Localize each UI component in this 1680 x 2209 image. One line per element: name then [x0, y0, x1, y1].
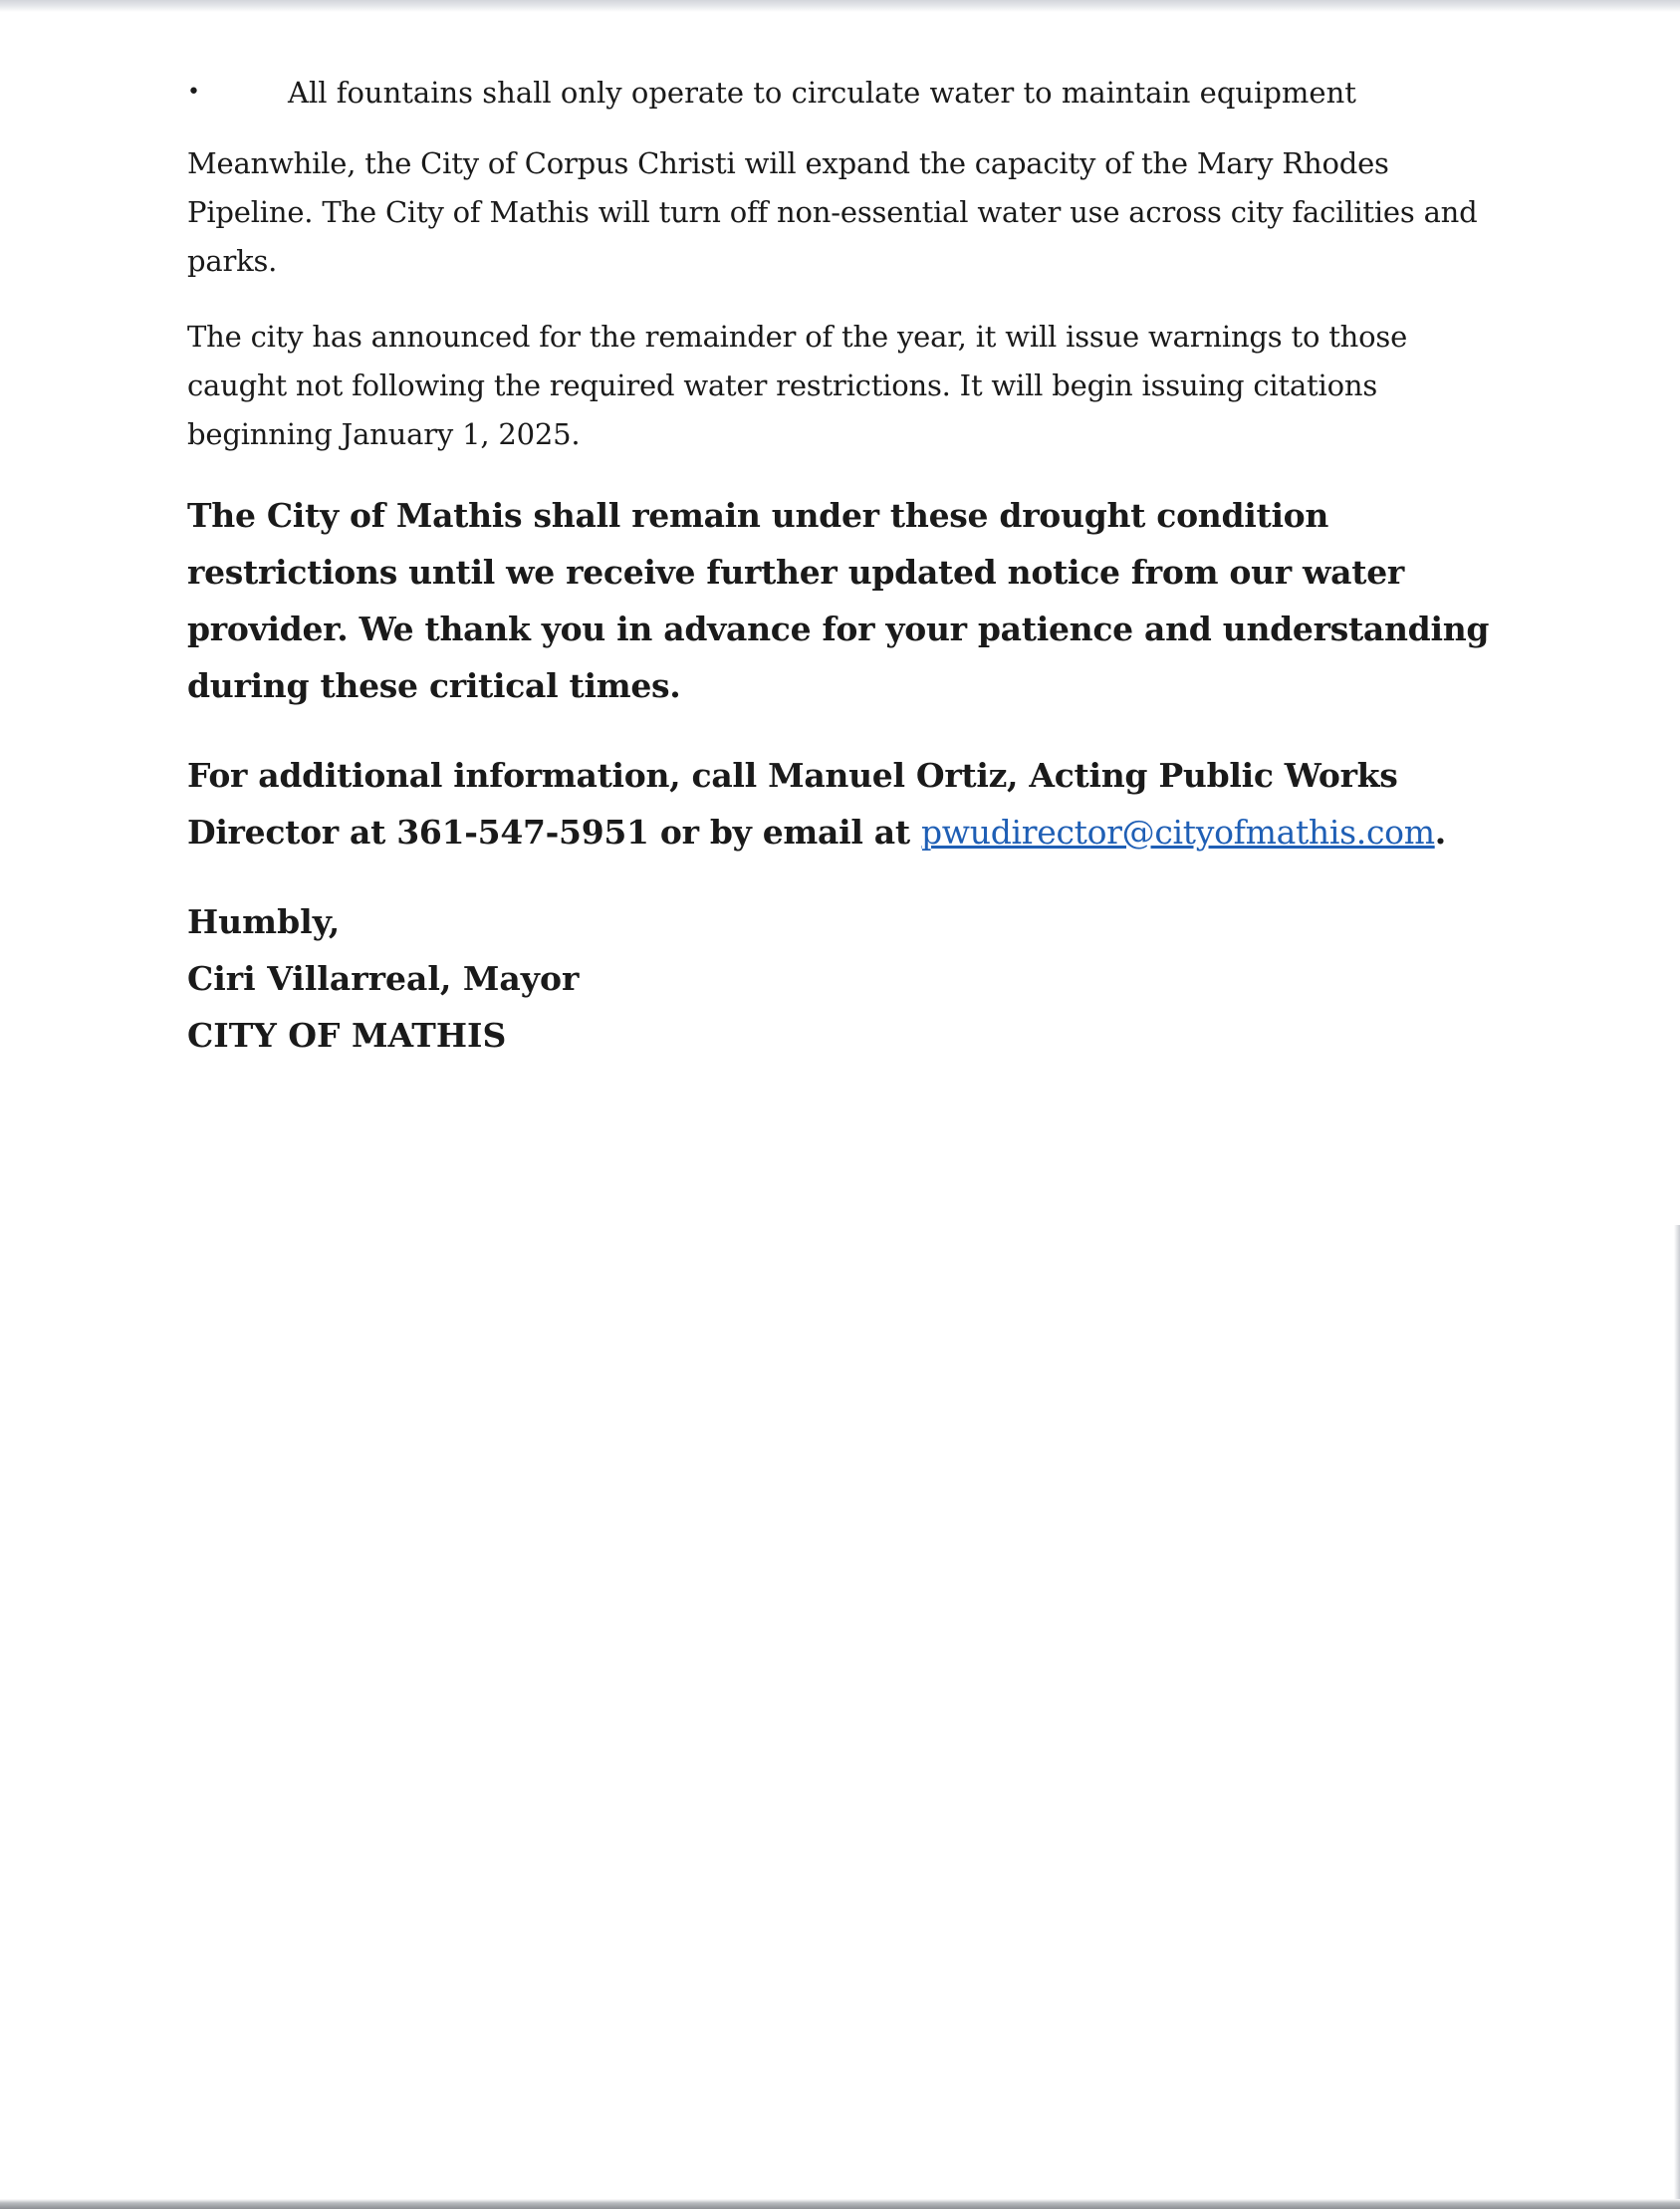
paragraph-restrictions-notice: The City of Mathis shall remain under these drought condition restrictions until we receive further updated notice from our water provider. We thank you in advance for your patience and understanding during these critical times. — [187, 496, 1490, 705]
scan-edge-top — [0, 0, 1680, 12]
paragraph-contact — [187, 747, 1502, 860]
email-link[interactable]: pwudirector@cityofmathis.com — [920, 813, 1435, 852]
signature-closing: Humbly, — [187, 902, 341, 941]
scan-edge-right — [1674, 1225, 1680, 2201]
document-page — [187, 68, 1502, 1064]
contact-text: For additional information, call Manuel Ortiz, Acting Public Works Director at 361-547-5951 or by email at — [187, 756, 1398, 852]
signature-organization: CITY OF MATHIS — [187, 1016, 507, 1055]
paragraph-warnings: The city has announced for the remainder of the year, it will issue warnings to those caught not following the required water restrictions. It will begin issuing citations beginning January 1, 2025. — [187, 320, 1408, 451]
signature-name: Ciri Villarreal, Mayor — [187, 959, 580, 998]
bullet-item-fountains — [187, 68, 1502, 118]
signature-block — [187, 893, 1502, 1064]
bullet-icon: • — [187, 80, 200, 105]
scan-edge-bottom — [0, 2199, 1680, 2209]
bullet-text: All fountains shall only operate to circulate water to maintain equipment — [288, 76, 1356, 110]
paragraph-pipeline: Meanwhile, the City of Corpus Christi will expand the capacity of the Mary Rhodes Pipeline. The City of Mathis will turn off non-essential water use across city facilities and parks. — [187, 146, 1478, 278]
contact-period: . — [1434, 813, 1446, 852]
